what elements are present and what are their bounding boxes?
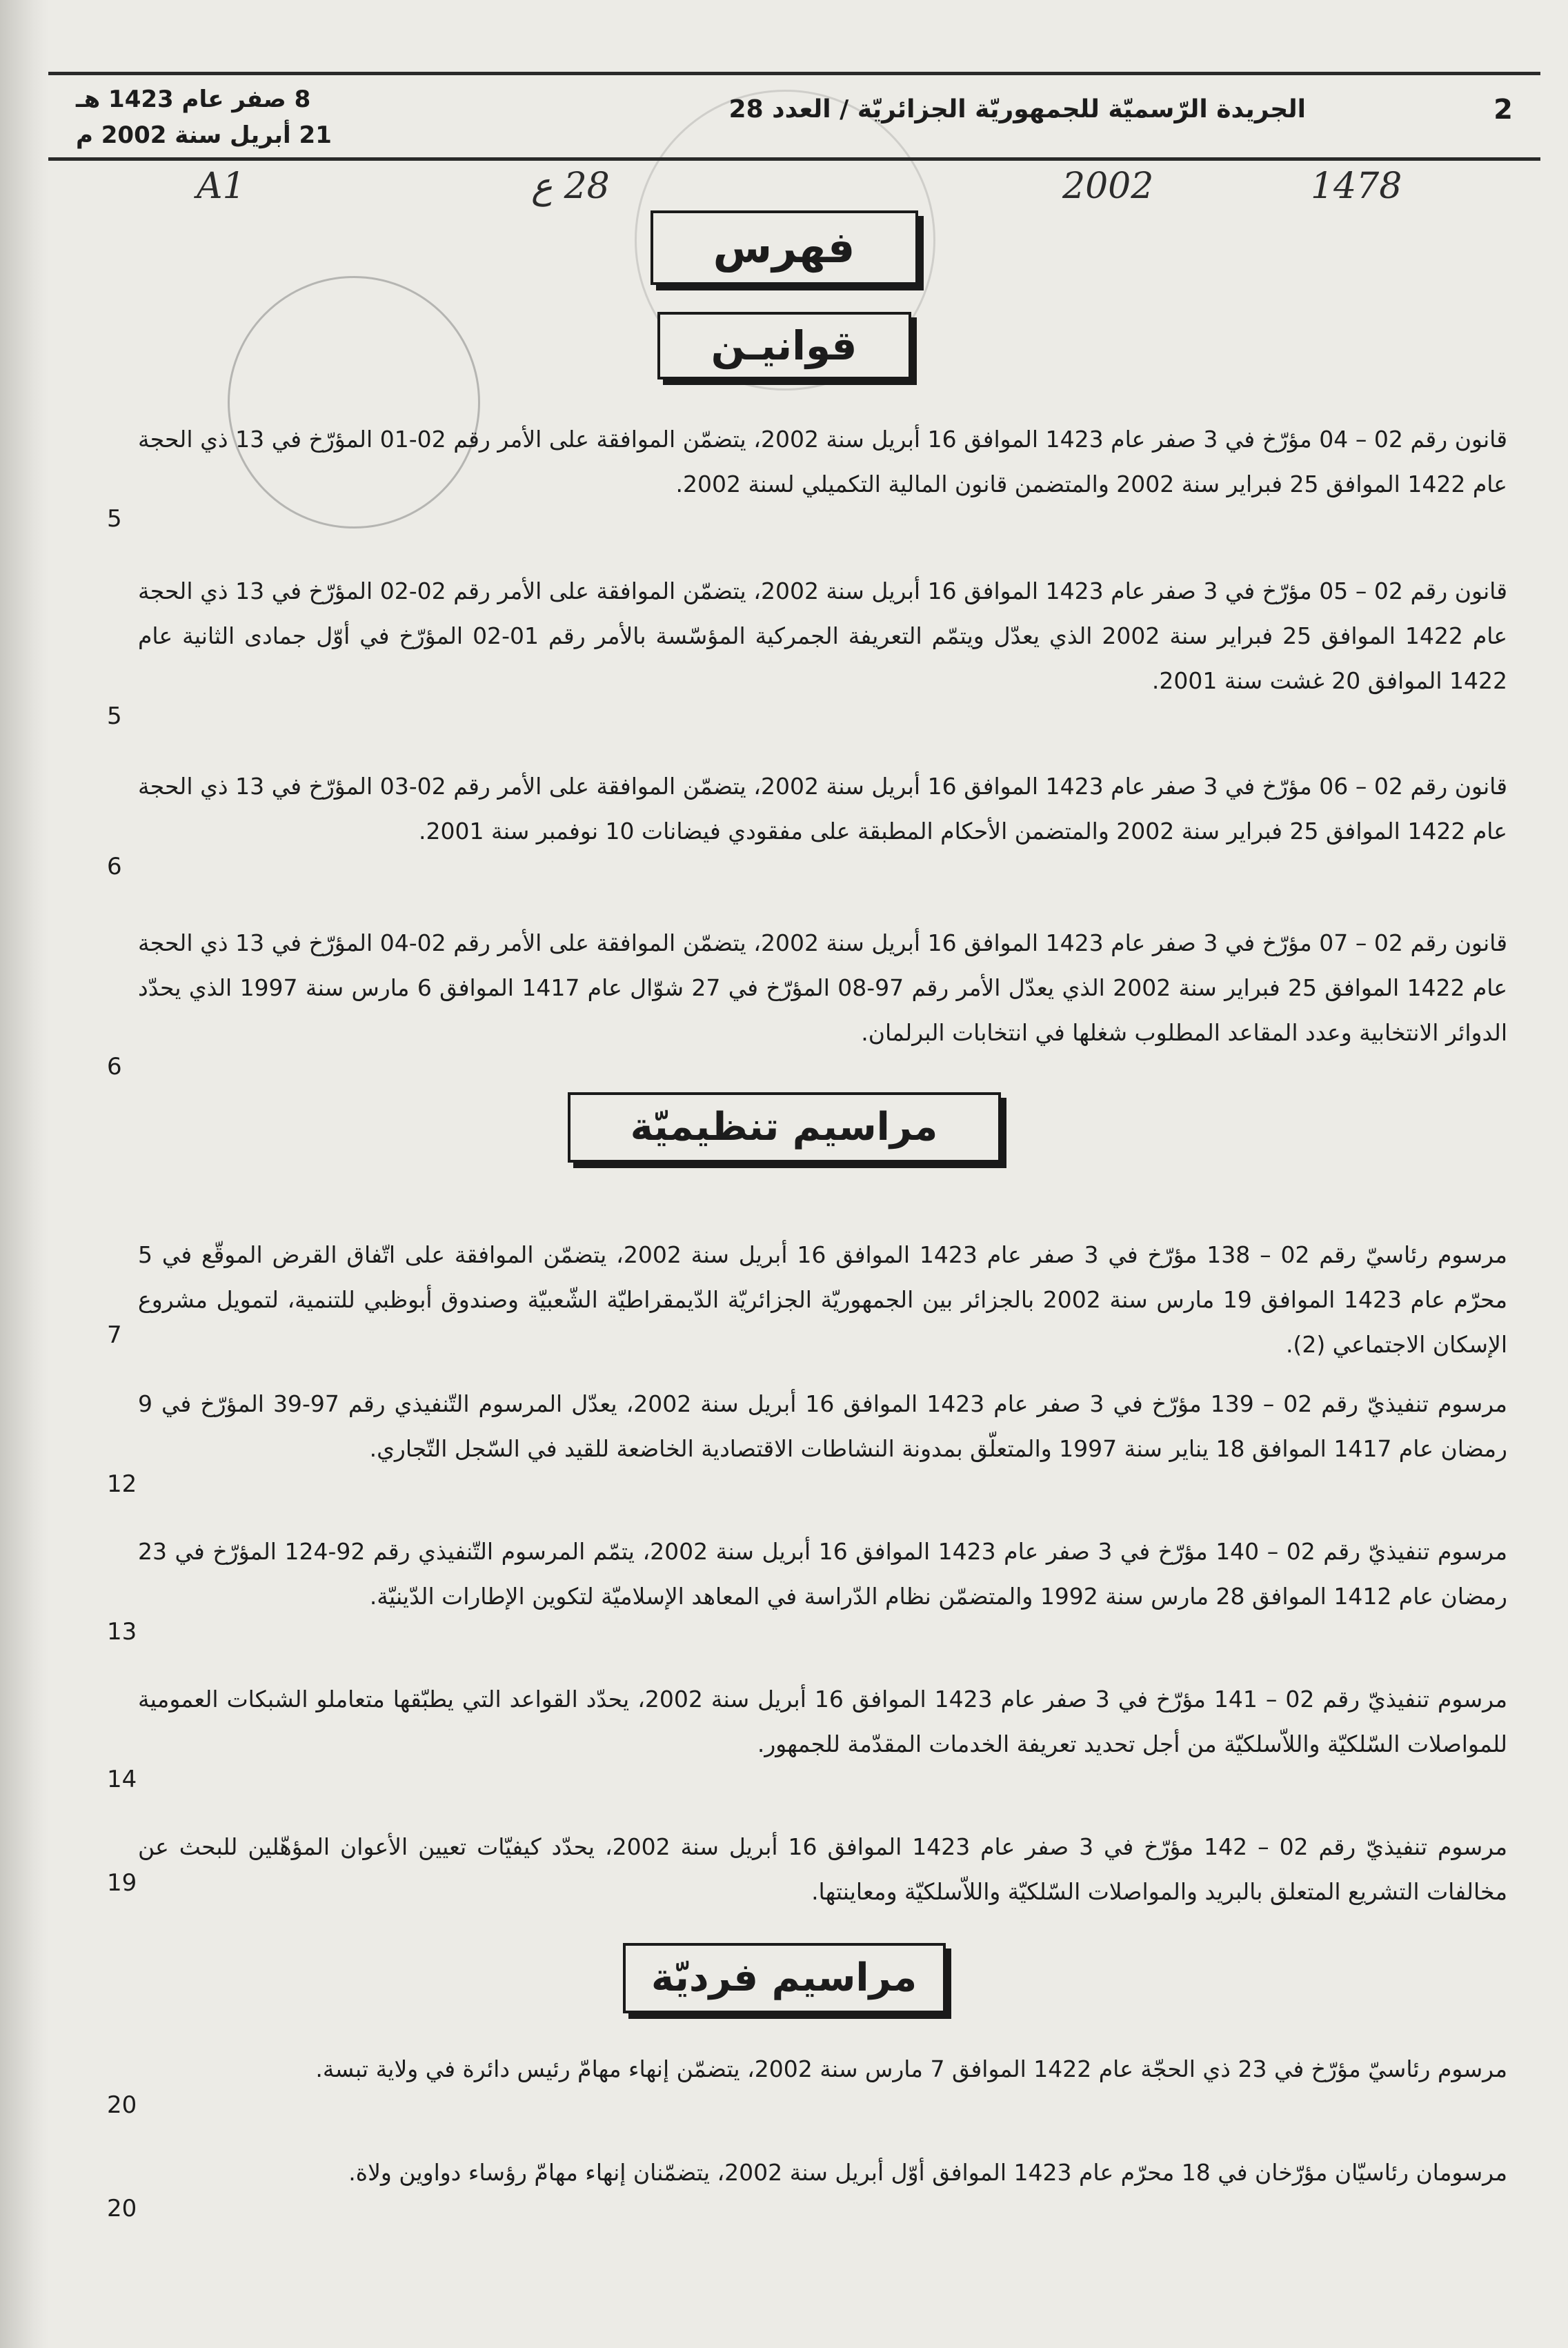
- page-number: 2: [1493, 94, 1513, 126]
- toc-title: فهرس: [651, 210, 918, 285]
- toc-entry-page: 6: [107, 1053, 122, 1081]
- section-title-laws: قوانيـن: [657, 312, 911, 379]
- toc-entry: قانون رقم 02 – 06 مؤرّخ في 3 صفر عام 1423 الموافق 16 أبريل سنة 2002، يتضمّن الموافقة على الأمر رقم 02-03 المؤرّخ في 13 ذي الحجة عام 1422 الموافق 25 فبراير سنة 2002 والمتضمن الأحكام المطبقة على مفقودي فيضانات 10 نوفمبر سنة 2001.: [138, 773, 1507, 845]
- toc-entry-page: 19: [107, 1869, 137, 1897]
- toc-entry-page: 12: [107, 1470, 137, 1498]
- issue-date: [76, 81, 332, 153]
- toc-entry-page: 20: [107, 2195, 137, 2222]
- toc-entry: مرسوم تنفيذيّ رقم 02 – 140 مؤرّخ في 3 صفر عام 1423 الموافق 16 أبريل سنة 2002، يتمّم المرسوم التّنفيذي رقم 92-124 المؤرّخ في 23 رمضان عام 1412 الموافق 28 مارس سنة 1992 والمتضمّن نظام الدّراسة في المعاهد الإسلاميّة لتكوين الإطارات الدّينيّة.: [138, 1538, 1507, 1610]
- section-title-individual-decrees: مراسيم فرديّة: [623, 1943, 946, 2013]
- page-binding-edge: [0, 0, 48, 2348]
- gregorian-date: 21 أبريل سنة 2002 م: [76, 121, 332, 149]
- handwritten-issue: 28 ع: [531, 166, 610, 207]
- journal-header: [62, 81, 1513, 157]
- handwritten-year: 2002: [1062, 166, 1154, 207]
- toc-entry: قانون رقم 02 – 05 مؤرّخ في 3 صفر عام 1423 الموافق 16 أبريل سنة 2002، يتضمّن الموافقة على الأمر رقم 02-02 المؤرّخ في 13 ذي الحجة عام 1422 الموافق 25 فبراير سنة 2002 الذي يعدّل ويتمّم التعريفة الجمركية المؤسّسة بالأمر رقم 01-02 المؤرّخ في أوّل جمادى الثانية عام 1422 الموافق 20 غشت سنة 2001.: [138, 578, 1508, 694]
- handwritten-number: 1478: [1311, 166, 1402, 207]
- toc-entry-page: 7: [107, 1321, 122, 1349]
- toc-entry: مرسومان رئاسيّان مؤرّخان في 18 محرّم عام 1423 الموافق أوّل أبريل سنة 2002، يتضمّنان إنهاء مهامّ رؤساء دواوين ولاة.: [348, 2159, 1507, 2186]
- toc-entry-page: 6: [107, 853, 122, 880]
- toc-entry: مرسوم رئاسيّ مؤرّخ في 23 ذي الحجّة عام 1422 الموافق 7 مارس سنة 2002، يتضمّن إنهاء مهامّ رئيس دائرة في ولاية تبسة.: [315, 2055, 1507, 2082]
- toc-entry-page: 5: [107, 505, 122, 533]
- journal-title: الجريدة الرّسميّة للجمهوريّة الجزائريّة / العدد 28: [728, 95, 1306, 124]
- toc-entry-page: 14: [107, 1766, 137, 1793]
- handwritten-mark-left: A1: [197, 166, 246, 207]
- toc-entry-page: 20: [107, 2091, 137, 2119]
- toc-entry-page: 5: [107, 702, 122, 730]
- toc-entry: مرسوم رئاسيّ رقم 02 – 138 مؤرّخ في 3 صفر عام 1423 الموافق 16 أبريل سنة 2002، يتضمّن الموافقة على اتّفاق القرض الموقّع في 5 محرّم عام 1423 الموافق 19 مارس سنة 2002 بالجزائر بين الجمهوريّة الجزائريّة الدّيمقراطيّة الشّعبيّة وصندوق أبوظبي للتنمية، لتمويل مشروع الإسكان الاجتماعي (2).: [138, 1241, 1507, 1358]
- toc-entry: قانون رقم 02 – 04 مؤرّخ في 3 صفر عام 1423 الموافق 16 أبريل سنة 2002، يتضمّن الموافقة على الأمر رقم 02-01 المؤرّخ في 13 ذي الحجة عام 1422 الموافق 25 فبراير سنة 2002 والمتضمن قانون المالية التكميلي لسنة 2002.: [138, 426, 1507, 497]
- toc-entry: مرسوم تنفيذيّ رقم 02 – 139 مؤرّخ في 3 صفر عام 1423 الموافق 16 أبريل سنة 2002، يعدّل المرسوم التّنفيذي رقم 97-39 المؤرّخ في 9 رمضان عام 1417 الموافق 18 يناير سنة 1997 والمتعلّق بمدونة النشاطات الاقتصادية الخاضعة للقيد في السّجل التّجاري.: [138, 1390, 1507, 1462]
- hijri-date: 8 صفر عام 1423 هـ: [76, 86, 311, 113]
- toc-entry: مرسوم تنفيذيّ رقم 02 – 141 مؤرّخ في 3 صفر عام 1423 الموافق 16 أبريل سنة 2002، يحدّد القواعد التي يطبّقها متعاملو الشبكات العمومية للمواصلات السّلكيّة واللاّسلكيّة من أجل تحديد تعريفة الخدمات المقدّمة للجمهور.: [138, 1686, 1507, 1757]
- toc-entry: مرسوم تنفيذيّ رقم 02 – 142 مؤرّخ في 3 صفر عام 1423 الموافق 16 أبريل سنة 2002، يحدّد كيفيّات تعيين الأعوان المؤهّلين للبحث عن مخالفات التشريع المتعلق بالبريد والمواصلات السّلكيّة واللاّسلكيّة ومعاينتها.: [138, 1833, 1508, 1905]
- header-rule-top: [48, 72, 1540, 75]
- header-rule-bottom: [48, 157, 1540, 161]
- toc-entry: قانون رقم 02 – 07 مؤرّخ في 3 صفر عام 1423 الموافق 16 أبريل سنة 2002، يتضمّن الموافقة على الأمر رقم 02-04 المؤرّخ في 13 ذي الحجة عام 1422 الموافق 25 فبراير سنة 2002 الذي يعدّل الأمر رقم 97-08 المؤرّخ في 27 شوّال عام 1417 الموافق 6 مارس سنة 1997 الذي يحدّد الدوائر الانتخابية وعدد المقاعد المطلوب شغلها في انتخابات البرلمان.: [138, 929, 1508, 1046]
- section-title-regulatory-decrees: مراسيم تنظيميّة: [568, 1092, 1001, 1163]
- toc-entry-page: 13: [107, 1618, 137, 1646]
